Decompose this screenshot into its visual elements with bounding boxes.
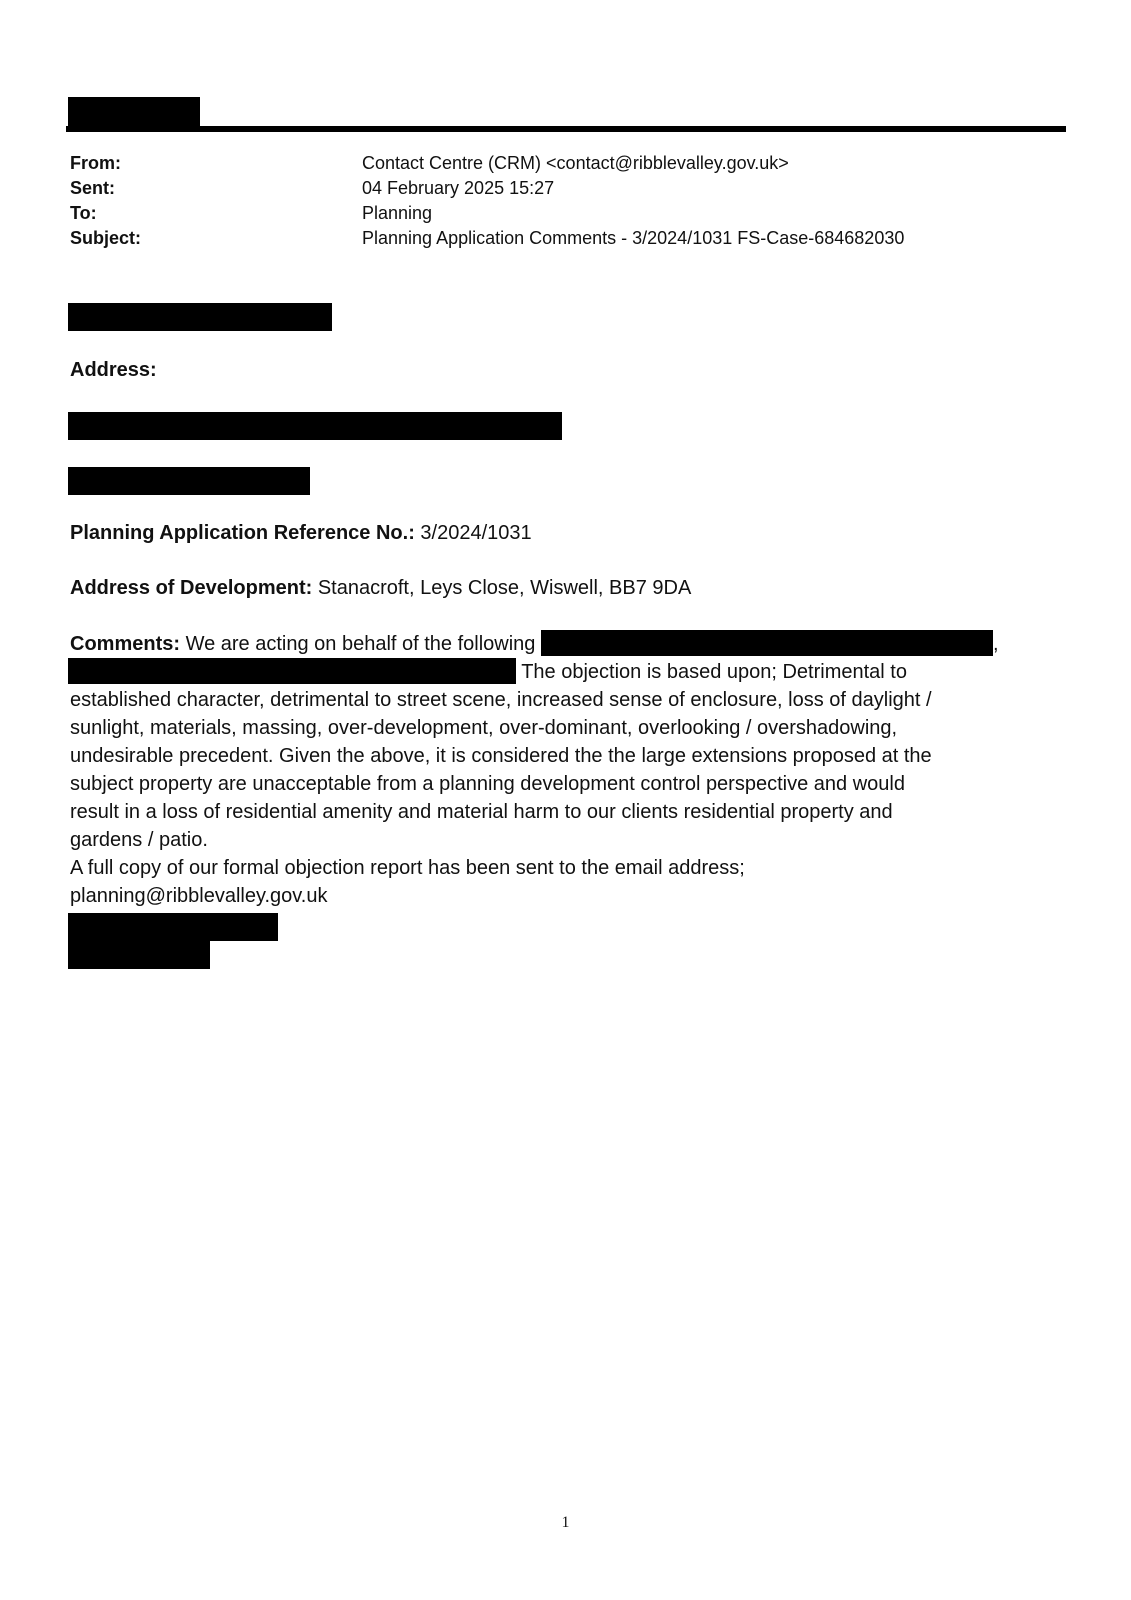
reference-value: 3/2024/1031 — [420, 522, 532, 544]
sent-label: Sent: — [70, 178, 115, 198]
redacted-client-names-continued — [68, 658, 516, 684]
address-field — [70, 357, 157, 383]
from-value: Contact Centre (CRM) <contact@ribblevalley.gov.uk> — [362, 153, 789, 173]
redacted-signature-line-1 — [68, 913, 278, 941]
comments-email-link[interactable]: planning@ribblevalley.gov.uk — [70, 885, 328, 907]
development-field — [70, 575, 691, 601]
comments-text: , — [993, 633, 999, 655]
to-value: Planning — [362, 203, 433, 223]
comments-label: Comments: — [70, 633, 181, 655]
from-label: From: — [70, 153, 121, 173]
comments-line: gardens / patio. — [70, 829, 208, 851]
development-label: Address of Development: — [70, 577, 313, 599]
development-value: Stanacroft, Leys Close, Wiswell, BB7 9DA — [317, 577, 692, 599]
comments-line: established character, detrimental to street scene, increased sense of enclosure, loss of daylight / — [70, 689, 932, 711]
redacted-name — [68, 303, 332, 331]
address-label: Address: — [70, 359, 157, 381]
redacted-client-names — [541, 630, 993, 656]
reference-label: Planning Application Reference No.: — [70, 522, 415, 544]
comments-text: The objection is based upon; Detrimental to — [521, 661, 907, 683]
page-number: 1 — [561, 1514, 570, 1531]
subject-label: Subject: — [70, 228, 142, 248]
comments-block — [70, 630, 1050, 910]
redacted-address-line-2 — [68, 467, 310, 495]
comments-line: A full copy of our formal objection report has been sent to the email address; — [70, 857, 745, 879]
sent-value: 04 February 2025 15:27 — [362, 178, 555, 198]
comments-line: undesirable precedent. Given the above, it is considered the the large extensions proposed at the — [70, 745, 932, 767]
comments-line: sunlight, materials, massing, over-development, over-dominant, overlooking / overshadowing, — [70, 717, 898, 739]
comments-line: result in a loss of residential amenity and material harm to our clients residential property and — [70, 801, 893, 823]
subject-value: Planning Application Comments - 3/2024/1031 FS-Case-684682030 — [362, 228, 905, 248]
redacted-address-line-1 — [68, 412, 562, 440]
comments-line — [70, 630, 1050, 658]
to-label: To: — [70, 203, 97, 223]
header-divider — [66, 126, 1066, 132]
redacted-sender-name — [68, 97, 200, 127]
comments-line: subject property are unacceptable from a planning development control perspective and would — [70, 773, 905, 795]
comments-text: We are acting on behalf of the following — [185, 633, 536, 655]
redacted-signature-line-2 — [68, 941, 210, 969]
reference-field — [70, 520, 532, 546]
comments-line — [70, 658, 1050, 686]
